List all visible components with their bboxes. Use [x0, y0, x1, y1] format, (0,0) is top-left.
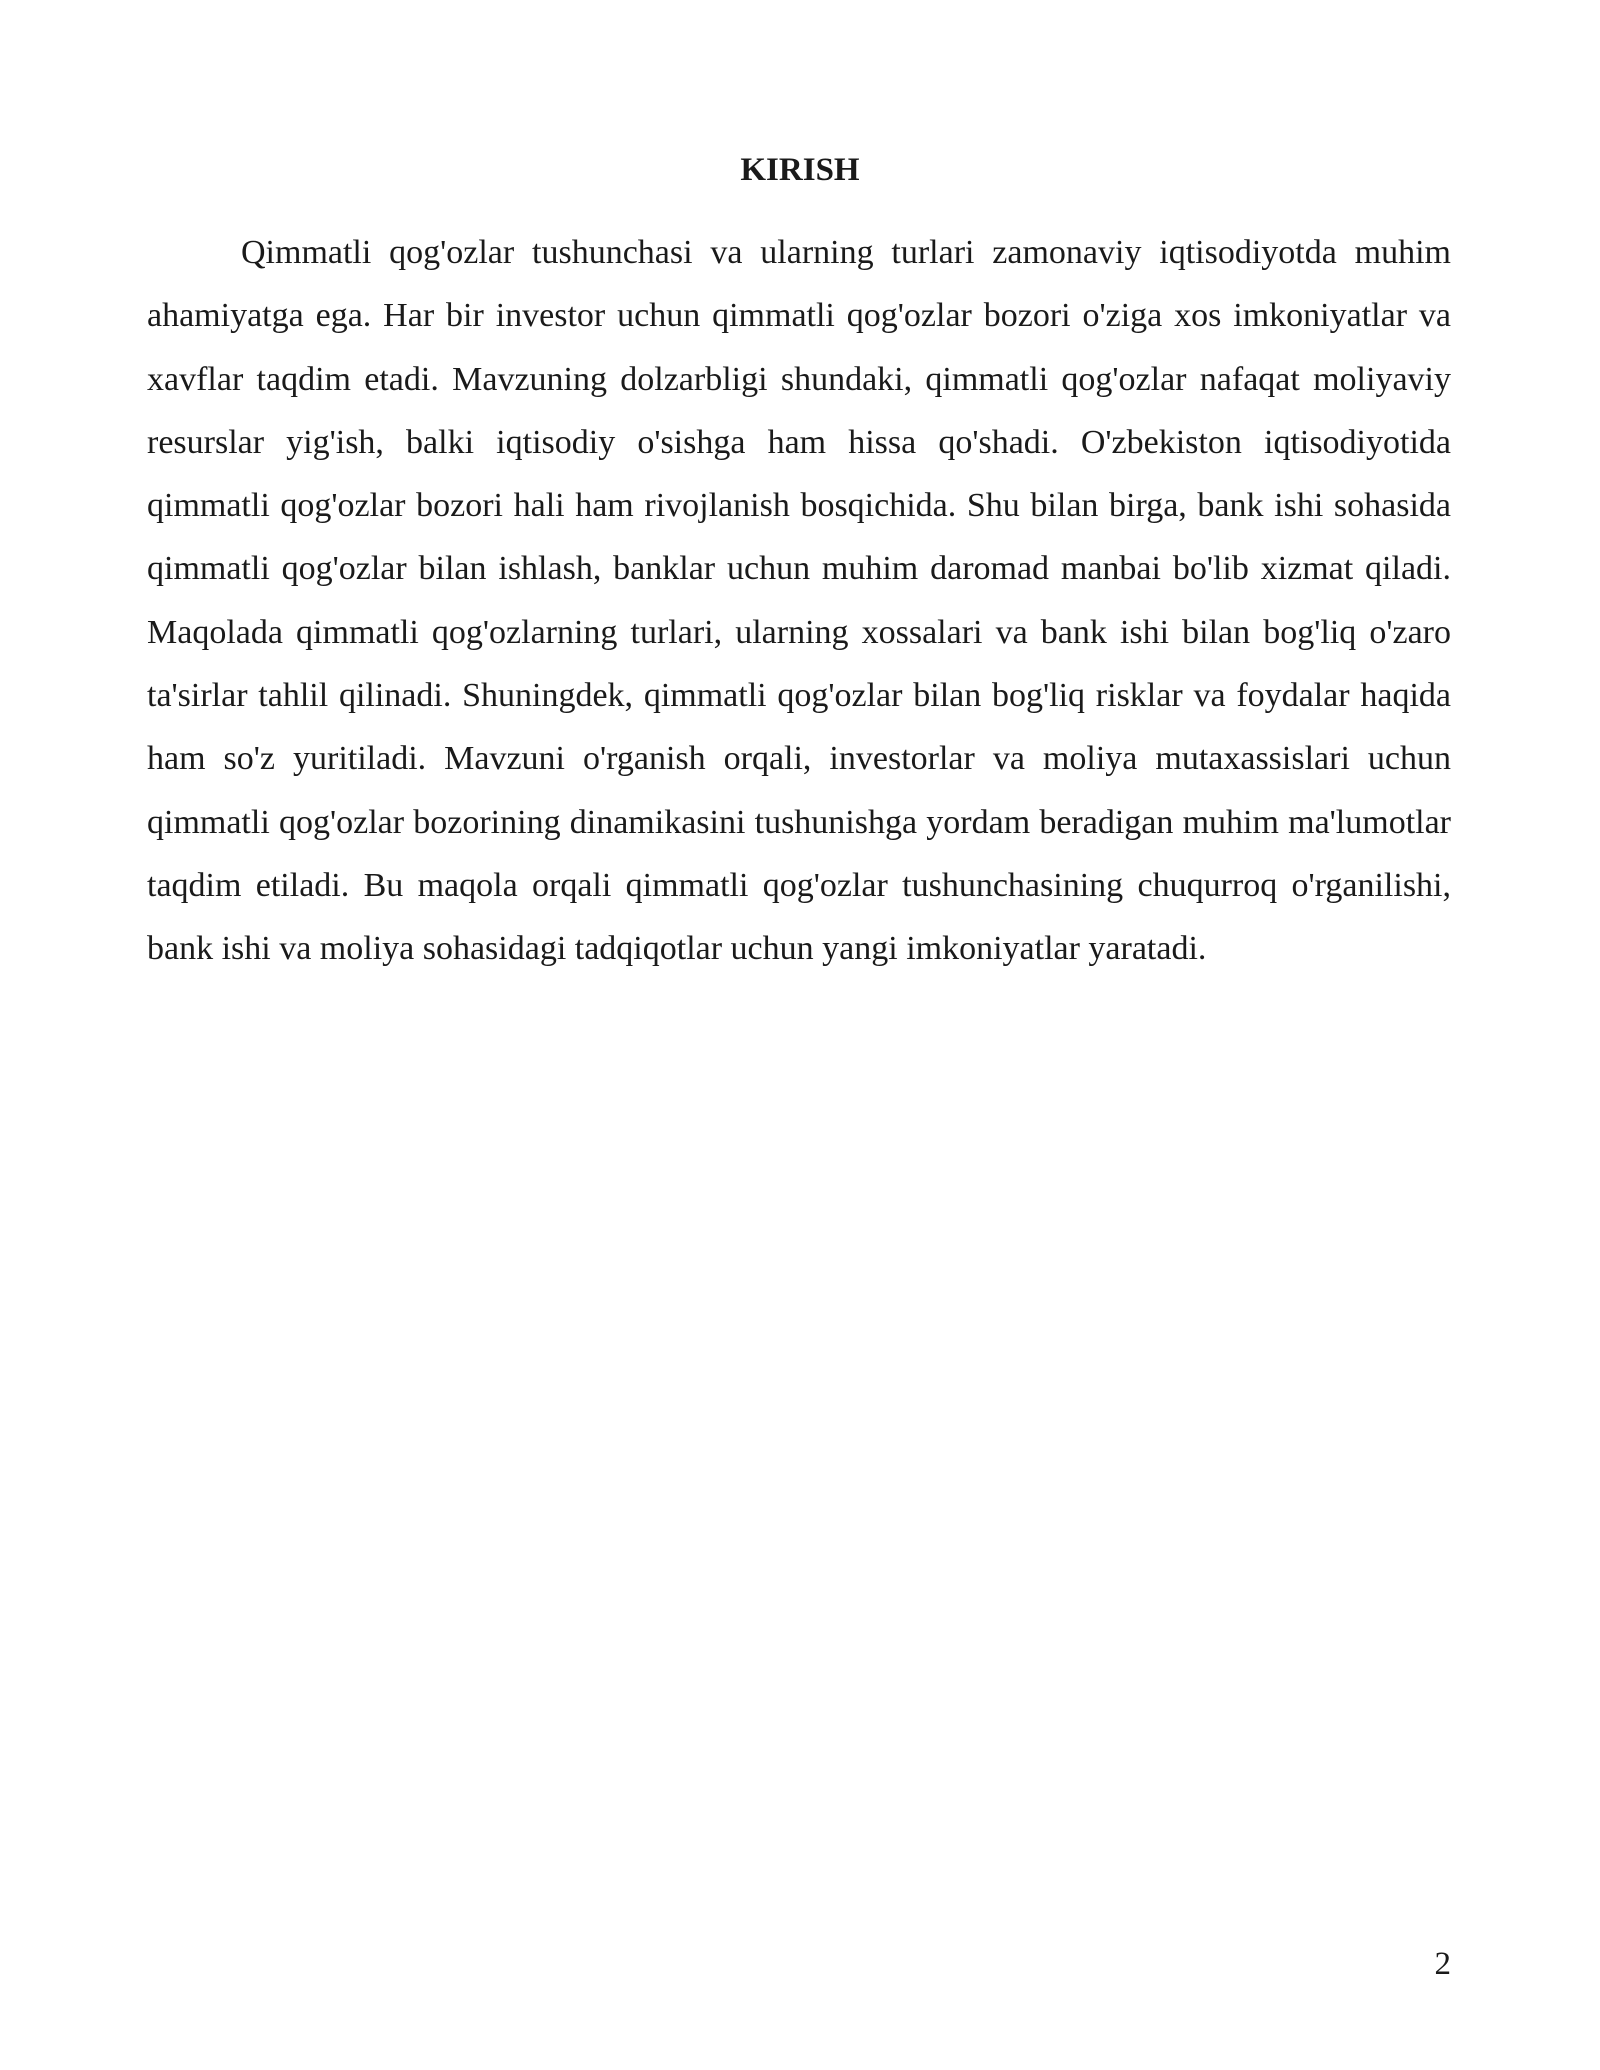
- page-number: 2: [1434, 1946, 1451, 1982]
- body-paragraph: Qimmatli qog'ozlar tushunchasi va ularning turlari zamonaviy iqtisodiyotda muhim ahamiyatga ega. Har bir investor uchun qimmatli qog'ozlar bozori o'ziga xos imkoniyatlar va xavflar taqdim etadi. Mavzuning dolzarbligi shundaki, qimmatli qog'ozlar nafaqat moliyaviy resurslar yig'ish, balki iqtisodiy o'sishga ham hissa qo'shadi. O'zbekiston iqtisodiyotida qimmatli qog'ozlar bozori hali ham rivojlanish bosqichida. Shu bilan birga, bank ishi sohasida qimmatli qog'ozlar bilan ishlash, banklar uchun muhim daromad manbai bo'lib xizmat qiladi. Maqolada qimmatli qog'ozlarning turlari, ularning xossalari va bank ishi bilan bog'liq o'zaro ta'sirlar tahlil qilinadi. Shuningdek, qimmatli qog'ozlar bilan bog'liq risklar va foydalar haqida ham so'z yuritiladi. Mavzuni o'rganish orqali, investorlar va moliya mutaxassislari uchun qimmatli qog'ozlar bozorining dinamikasini tushunishga yordam beradigan muhim ma'lumotlar taqdim etiladi. Bu maqola orqali qimmatli qog'ozlar tushunchasining chuqurroq o'rganilishi, bank ishi va moliya sohasidagi tadqiqotlar uchun yangi imkoniyatlar yaratadi.: [147, 234, 1451, 968]
- section-heading: KIRISH: [740, 152, 860, 188]
